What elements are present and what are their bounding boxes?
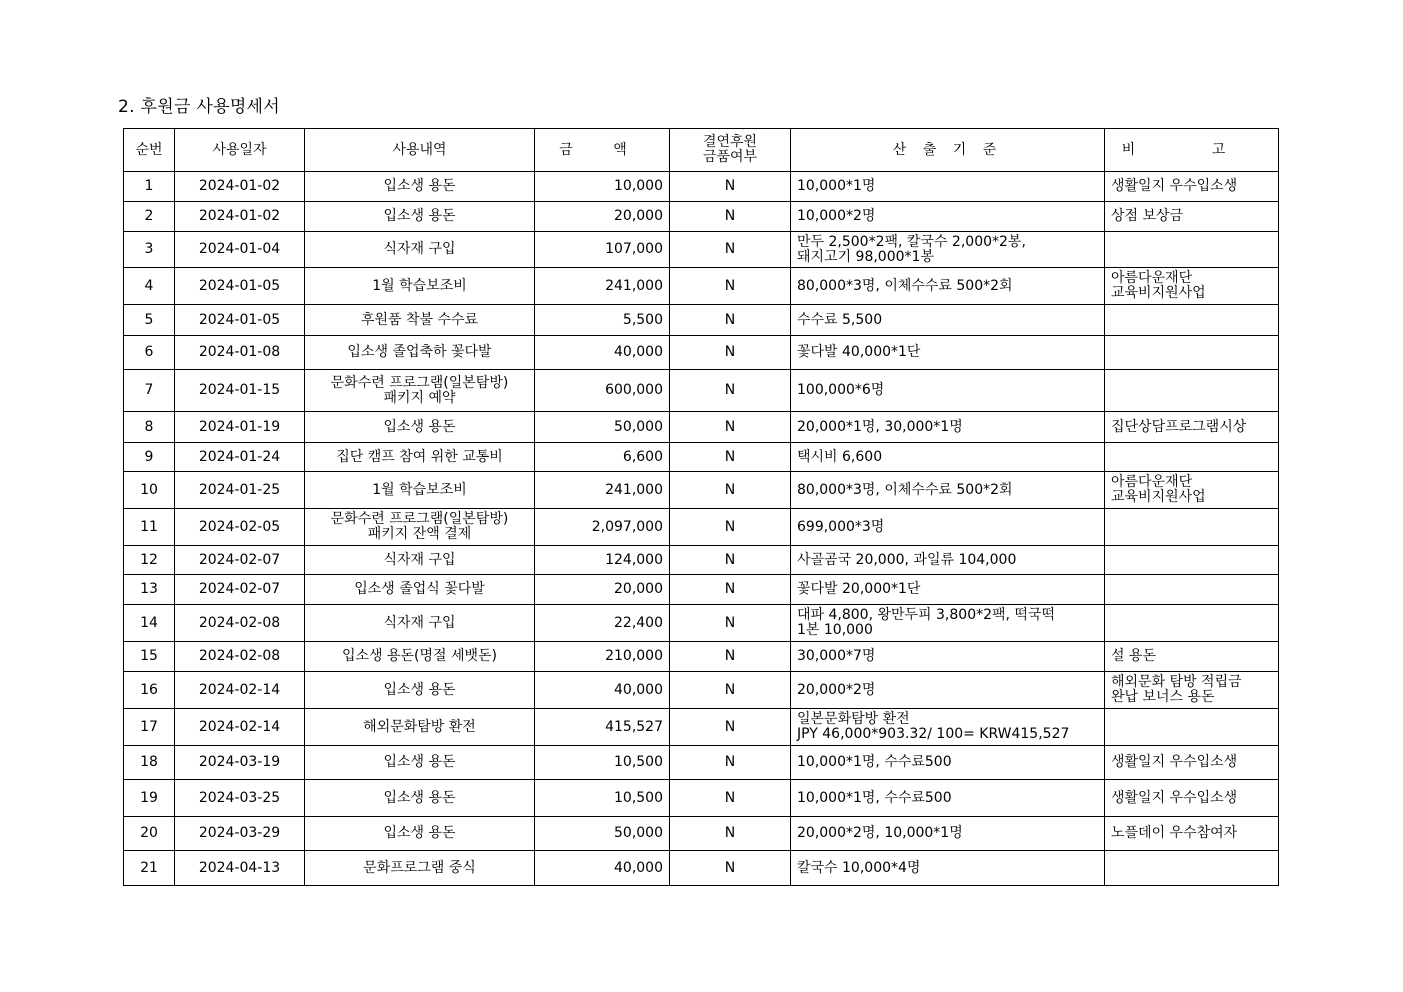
cell-remarks-line: 아름다운재단 xyxy=(1111,474,1193,490)
cell-sponsorship-flag: N xyxy=(670,851,791,886)
table-row xyxy=(124,232,1279,268)
header-calculation-basis: 산 출 기 준 xyxy=(791,129,1105,172)
cell-amount: 124,000 xyxy=(535,546,670,575)
table-row xyxy=(124,472,1279,509)
cell-amount: 10,500 xyxy=(535,746,670,780)
cell-description xyxy=(305,472,535,509)
cell-calculation-basis-line: 30,000*7명 xyxy=(797,648,876,664)
cell-date: 2024-02-08 xyxy=(175,605,305,642)
cell-date: 2024-01-25 xyxy=(175,472,305,509)
cell-date: 2024-01-24 xyxy=(175,443,305,472)
cell-sponsorship-flag: N xyxy=(670,672,791,709)
cell-calculation-basis xyxy=(791,780,1105,817)
cell-remarks-line: 아름다운재단 xyxy=(1111,270,1193,286)
header-remarks: 비 고 xyxy=(1105,129,1279,172)
cell-description-line: 입소생 용돈 xyxy=(383,208,456,224)
table-row xyxy=(124,443,1279,472)
table-row xyxy=(124,709,1279,746)
cell-remarks xyxy=(1105,817,1279,851)
cell-description-line: 입소생 용돈 xyxy=(383,825,456,841)
header-no: 순번 xyxy=(124,129,175,172)
cell-description-line: 입소생 용돈 xyxy=(383,681,456,698)
cell-sponsorship-flag: N xyxy=(670,575,791,605)
cell-calculation-basis-line: 20,000*2명 xyxy=(797,681,876,698)
cell-amount: 241,000 xyxy=(535,472,670,509)
cell-calculation-basis-line: 699,000*3명 xyxy=(797,518,885,535)
table-row xyxy=(124,268,1279,305)
cell-description-line: 식자재 구입 xyxy=(383,551,456,568)
table-row xyxy=(124,370,1279,412)
cell-date: 2024-01-15 xyxy=(175,370,305,412)
cell-calculation-basis xyxy=(791,472,1105,509)
cell-description xyxy=(305,709,535,746)
cell-date: 2024-03-29 xyxy=(175,817,305,851)
cell-no: 19 xyxy=(124,780,175,817)
cell-sponsorship-flag: N xyxy=(670,746,791,780)
cell-remarks-line: 교육비지원사업 xyxy=(1111,489,1206,505)
cell-description-line: 식자재 구입 xyxy=(383,241,456,257)
cell-no: 4 xyxy=(124,268,175,305)
cell-calculation-basis xyxy=(791,443,1105,472)
cell-amount: 6,600 xyxy=(535,443,670,472)
cell-amount: 20,000 xyxy=(535,575,670,605)
cell-description-line: 입소생 졸업축하 꽃다발 xyxy=(347,344,492,360)
cell-description-line: 패키지 예약 xyxy=(383,389,456,406)
cell-description-line: 문화프로그램 중식 xyxy=(363,859,476,876)
cell-description xyxy=(305,546,535,575)
cell-remarks-line: 생활일지 우수입소생 xyxy=(1111,789,1238,806)
cell-date: 2024-01-04 xyxy=(175,232,305,268)
table-body xyxy=(124,172,1279,886)
table-row xyxy=(124,172,1279,202)
cell-sponsorship-flag: N xyxy=(670,443,791,472)
cell-description xyxy=(305,202,535,232)
cell-calculation-basis-line: 대파 4,800, 왕만두피 3,800*2팩, 떡국떡 xyxy=(797,607,1056,623)
table-row xyxy=(124,575,1279,605)
cell-description xyxy=(305,746,535,780)
cell-no: 12 xyxy=(124,546,175,575)
cell-sponsorship-flag: N xyxy=(670,605,791,642)
cell-description-line: 후원품 착불 수수료 xyxy=(360,311,479,328)
cell-description xyxy=(305,575,535,605)
cell-amount: 210,000 xyxy=(535,642,670,672)
cell-no: 16 xyxy=(124,672,175,709)
cell-calculation-basis-line: 1본 10,000 xyxy=(797,622,873,638)
cell-calculation-basis xyxy=(791,575,1105,605)
cell-calculation-basis-line: 일본문화탐방 환전 xyxy=(797,711,910,727)
cell-date: 2024-01-02 xyxy=(175,202,305,232)
cell-remarks-line: 생활일지 우수입소생 xyxy=(1111,178,1238,194)
cell-calculation-basis-line: 꽃다발 40,000*1단 xyxy=(797,344,921,360)
cell-date: 2024-01-02 xyxy=(175,172,305,202)
cell-calculation-basis xyxy=(791,851,1105,886)
cell-description xyxy=(305,336,535,370)
cell-description-line: 집단 캠프 참여 위한 교통비 xyxy=(336,448,503,465)
cell-date: 2024-03-25 xyxy=(175,780,305,817)
cell-calculation-basis-line: 칼국수 10,000*4명 xyxy=(797,859,921,876)
cell-calculation-basis-line: 10,000*1명 xyxy=(797,178,876,194)
table-row xyxy=(124,336,1279,370)
cell-sponsorship-flag: N xyxy=(670,412,791,443)
cell-amount: 415,527 xyxy=(535,709,670,746)
cell-remarks xyxy=(1105,605,1279,642)
cell-remarks xyxy=(1105,746,1279,780)
cell-no: 2 xyxy=(124,202,175,232)
cell-no: 18 xyxy=(124,746,175,780)
cell-no: 6 xyxy=(124,336,175,370)
cell-remarks xyxy=(1105,509,1279,546)
cell-calculation-basis-line: 80,000*3명, 이체수수료 500*2회 xyxy=(797,481,1013,498)
cell-remarks xyxy=(1105,672,1279,709)
cell-description xyxy=(305,172,535,202)
cell-description xyxy=(305,851,535,886)
cell-date: 2024-01-05 xyxy=(175,268,305,305)
cell-date: 2024-02-05 xyxy=(175,509,305,546)
cell-calculation-basis-line: JPY 46,000*903.32/ 100= KRW415,527 xyxy=(797,726,1070,742)
table-row xyxy=(124,546,1279,575)
cell-sponsorship-flag: N xyxy=(670,268,791,305)
cell-calculation-basis-line: 20,000*2명, 10,000*1명 xyxy=(797,825,963,841)
cell-amount: 50,000 xyxy=(535,817,670,851)
cell-date: 2024-02-14 xyxy=(175,709,305,746)
cell-amount: 2,097,000 xyxy=(535,509,670,546)
cell-description-line: 입소생 용돈(명절 세뱃돈) xyxy=(341,648,498,664)
cell-date: 2024-01-19 xyxy=(175,412,305,443)
cell-remarks xyxy=(1105,780,1279,817)
table-row xyxy=(124,746,1279,780)
cell-calculation-basis-line: 택시비 6,600 xyxy=(797,448,883,465)
cell-calculation-basis xyxy=(791,605,1105,642)
cell-description-line: 패키지 잔액 결제 xyxy=(367,526,472,542)
cell-calculation-basis xyxy=(791,172,1105,202)
cell-calculation-basis-line: 수수료 5,500 xyxy=(797,311,883,328)
cell-remarks xyxy=(1105,370,1279,412)
cell-calculation-basis xyxy=(791,709,1105,746)
cell-amount: 5,500 xyxy=(535,305,670,336)
cell-calculation-basis-line: 사골곰국 20,000, 과일류 104,000 xyxy=(797,551,1017,568)
cell-calculation-basis-line: 꽃다발 20,000*1단 xyxy=(797,581,921,597)
cell-date: 2024-01-08 xyxy=(175,336,305,370)
cell-calculation-basis-line: 20,000*1명, 30,000*1명 xyxy=(797,418,963,435)
cell-calculation-basis xyxy=(791,202,1105,232)
cell-description xyxy=(305,605,535,642)
cell-remarks-line: 상점 보상금 xyxy=(1111,208,1184,224)
table-row xyxy=(124,780,1279,817)
cell-remarks-line: 집단상담프로그램시상 xyxy=(1111,418,1247,435)
cell-no: 11 xyxy=(124,509,175,546)
cell-remarks xyxy=(1105,546,1279,575)
cell-amount: 50,000 xyxy=(535,412,670,443)
cell-description-line: 문화수련 프로그램(일본탐방) xyxy=(330,374,509,391)
cell-remarks-line: 생활일지 우수입소생 xyxy=(1111,754,1238,770)
cell-calculation-basis-line: 만두 2,500*2팩, 칼국수 2,000*2봉, xyxy=(797,233,1026,250)
cell-sponsorship-flag: N xyxy=(670,642,791,672)
cell-remarks xyxy=(1105,412,1279,443)
cell-sponsorship-flag: N xyxy=(670,172,791,202)
table-row xyxy=(124,605,1279,642)
cell-description xyxy=(305,232,535,268)
cell-no: 10 xyxy=(124,472,175,509)
cell-amount: 107,000 xyxy=(535,232,670,268)
cell-description-line: 1월 학습보조비 xyxy=(372,481,467,498)
cell-remarks xyxy=(1105,642,1279,672)
cell-description-line: 식자재 구입 xyxy=(383,614,456,631)
header-flag-line-2: 금품여부 xyxy=(702,149,758,165)
cell-no: 3 xyxy=(124,232,175,268)
cell-description-line: 입소생 용돈 xyxy=(383,178,456,194)
cell-calculation-basis-line: 10,000*1명, 수수료500 xyxy=(797,754,952,770)
cell-remarks xyxy=(1105,172,1279,202)
cell-sponsorship-flag: N xyxy=(670,509,791,546)
cell-description-line: 해외문화탐방 환전 xyxy=(363,718,476,735)
cell-date: 2024-01-05 xyxy=(175,305,305,336)
cell-description-line: 입소생 졸업식 꽃다발 xyxy=(354,581,485,597)
cell-description xyxy=(305,672,535,709)
cell-remarks-line: 해외문화 탐방 적립금 xyxy=(1111,674,1242,690)
usage-table xyxy=(123,128,1279,886)
header-description: 사용내역 xyxy=(305,129,535,172)
page-title: 2. 후원금 사용명세서 xyxy=(118,97,281,117)
cell-remarks-line: 설 용돈 xyxy=(1111,648,1157,664)
cell-amount: 10,000 xyxy=(535,172,670,202)
cell-date: 2024-02-14 xyxy=(175,672,305,709)
cell-sponsorship-flag: N xyxy=(670,305,791,336)
cell-description xyxy=(305,268,535,305)
header-flag-line-1: 결연후원 xyxy=(702,134,758,150)
cell-remarks xyxy=(1105,575,1279,605)
table-row xyxy=(124,412,1279,443)
cell-no: 7 xyxy=(124,370,175,412)
table-row xyxy=(124,305,1279,336)
cell-calculation-basis xyxy=(791,817,1105,851)
cell-sponsorship-flag: N xyxy=(670,336,791,370)
cell-date: 2024-02-08 xyxy=(175,642,305,672)
cell-description-line: 입소생 용돈 xyxy=(383,754,456,770)
cell-sponsorship-flag: N xyxy=(670,817,791,851)
cell-calculation-basis xyxy=(791,412,1105,443)
cell-date: 2024-02-07 xyxy=(175,575,305,605)
cell-calculation-basis xyxy=(791,746,1105,780)
header-amount: 금 액 xyxy=(535,129,670,172)
cell-amount: 600,000 xyxy=(535,370,670,412)
table-row xyxy=(124,642,1279,672)
cell-no: 20 xyxy=(124,817,175,851)
cell-description xyxy=(305,443,535,472)
cell-calculation-basis-line: 100,000*6명 xyxy=(797,382,885,398)
cell-remarks xyxy=(1105,709,1279,746)
cell-calculation-basis xyxy=(791,336,1105,370)
cell-description-line: 문화수련 프로그램(일본탐방) xyxy=(330,511,509,527)
cell-calculation-basis xyxy=(791,672,1105,709)
cell-calculation-basis-line: 80,000*3명, 이체수수료 500*2회 xyxy=(797,277,1013,294)
table-row xyxy=(124,509,1279,546)
table-row xyxy=(124,672,1279,709)
header-date: 사용일자 xyxy=(175,129,305,172)
cell-amount: 22,400 xyxy=(535,605,670,642)
cell-date: 2024-04-13 xyxy=(175,851,305,886)
cell-calculation-basis xyxy=(791,370,1105,412)
cell-no: 21 xyxy=(124,851,175,886)
cell-no: 1 xyxy=(124,172,175,202)
cell-no: 17 xyxy=(124,709,175,746)
cell-remarks-line: 노플데이 우수참여자 xyxy=(1111,825,1238,841)
cell-sponsorship-flag: N xyxy=(670,370,791,412)
cell-remarks xyxy=(1105,232,1279,268)
cell-calculation-basis xyxy=(791,232,1105,268)
cell-calculation-basis xyxy=(791,546,1105,575)
cell-calculation-basis xyxy=(791,642,1105,672)
cell-sponsorship-flag: N xyxy=(670,780,791,817)
cell-date: 2024-03-19 xyxy=(175,746,305,780)
header-sponsorship-flag xyxy=(670,129,791,172)
cell-date: 2024-02-07 xyxy=(175,546,305,575)
cell-no: 13 xyxy=(124,575,175,605)
cell-description-line: 입소생 용돈 xyxy=(383,789,456,806)
cell-calculation-basis-line: 10,000*1명, 수수료500 xyxy=(797,789,952,806)
cell-amount: 40,000 xyxy=(535,851,670,886)
cell-calculation-basis-line: 10,000*2명 xyxy=(797,208,876,224)
cell-remarks-line: 교육비지원사업 xyxy=(1111,285,1206,301)
cell-remarks xyxy=(1105,851,1279,886)
cell-sponsorship-flag: N xyxy=(670,232,791,268)
cell-amount: 241,000 xyxy=(535,268,670,305)
cell-remarks xyxy=(1105,443,1279,472)
cell-amount: 40,000 xyxy=(535,336,670,370)
cell-remarks xyxy=(1105,268,1279,305)
cell-remarks xyxy=(1105,305,1279,336)
cell-sponsorship-flag: N xyxy=(670,202,791,232)
cell-description-line: 1월 학습보조비 xyxy=(372,277,467,294)
cell-remarks-line: 완납 보너스 용돈 xyxy=(1111,689,1215,705)
cell-remarks xyxy=(1105,336,1279,370)
cell-description xyxy=(305,817,535,851)
cell-calculation-basis-line: 돼지고기 98,000*1봉 xyxy=(797,248,934,265)
cell-sponsorship-flag: N xyxy=(670,546,791,575)
table-header-row xyxy=(124,129,1279,172)
cell-description xyxy=(305,412,535,443)
cell-calculation-basis xyxy=(791,305,1105,336)
cell-amount: 10,500 xyxy=(535,780,670,817)
cell-amount: 40,000 xyxy=(535,672,670,709)
cell-sponsorship-flag: N xyxy=(670,472,791,509)
cell-calculation-basis xyxy=(791,509,1105,546)
cell-no: 5 xyxy=(124,305,175,336)
cell-amount: 20,000 xyxy=(535,202,670,232)
cell-no: 8 xyxy=(124,412,175,443)
cell-description xyxy=(305,509,535,546)
table-row xyxy=(124,851,1279,886)
table-row xyxy=(124,817,1279,851)
cell-description xyxy=(305,370,535,412)
cell-remarks xyxy=(1105,202,1279,232)
cell-no: 15 xyxy=(124,642,175,672)
cell-description-line: 입소생 용돈 xyxy=(383,418,456,435)
cell-description xyxy=(305,780,535,817)
cell-remarks xyxy=(1105,472,1279,509)
cell-description xyxy=(305,305,535,336)
cell-no: 9 xyxy=(124,443,175,472)
cell-calculation-basis xyxy=(791,268,1105,305)
table-row xyxy=(124,202,1279,232)
cell-description xyxy=(305,642,535,672)
cell-sponsorship-flag: N xyxy=(670,709,791,746)
cell-no: 14 xyxy=(124,605,175,642)
